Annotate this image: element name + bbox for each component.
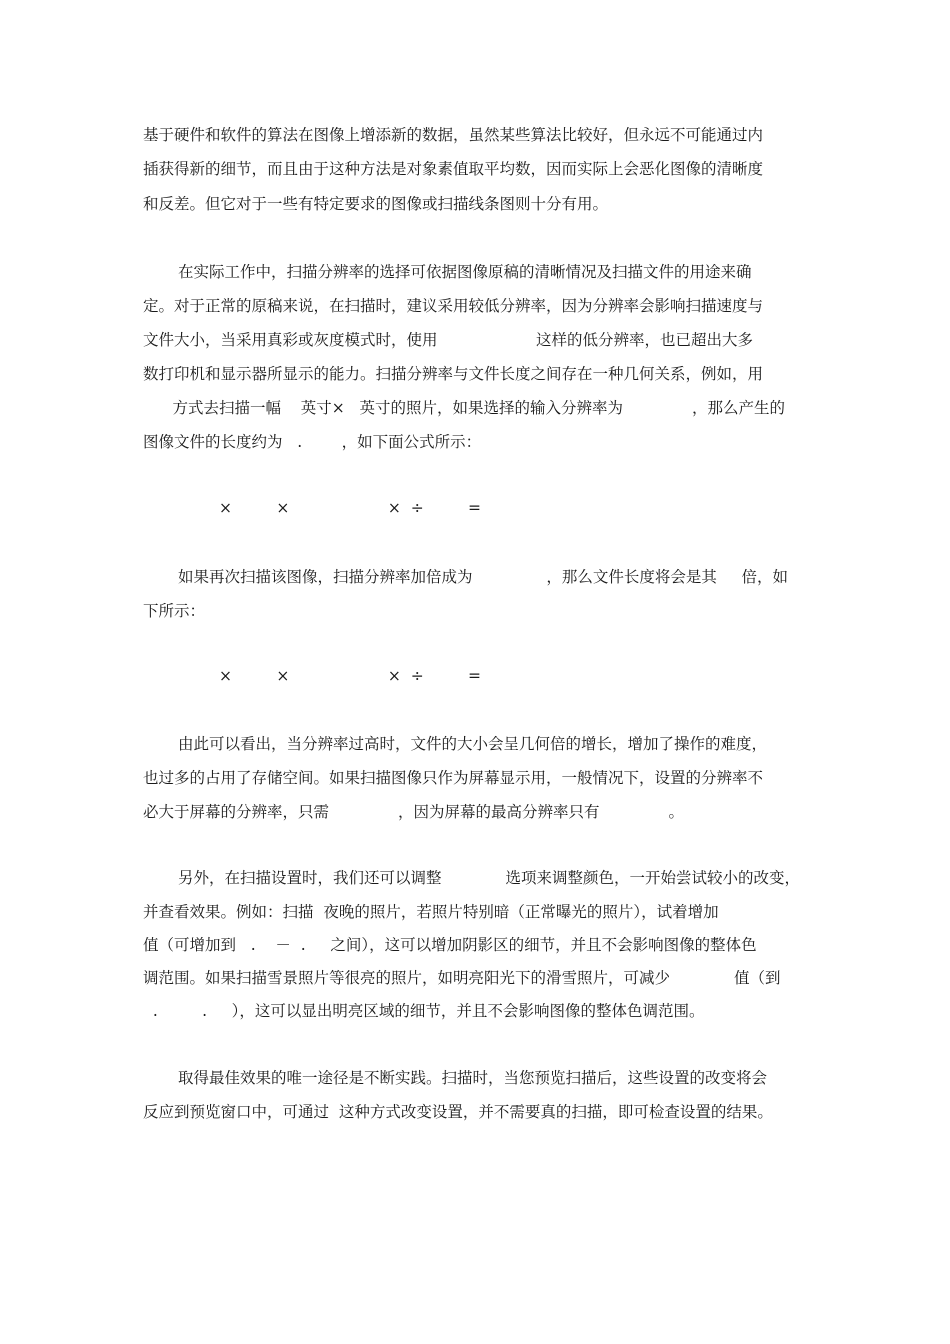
paragraph-5-line-1: 另外，在扫描设置时，我们还可以调整 选项来调整颜色，一开始尝试较小的改变， <box>178 869 801 887</box>
formula-1: × × × ÷ = <box>219 499 482 517</box>
paragraph-5-line-5: . . ），这可以显出明亮区域的细节，并且不会影响图像的整体色调范围。 <box>143 1002 705 1020</box>
paragraph-2-line-6: 图像文件的长度约为 . ，如下面公式所示： <box>143 433 482 451</box>
paragraph-3-line-1: 如果再次扫描该图像，扫描分辨率加倍成为 ，那么文件长度将会是其 倍，如 <box>178 568 789 586</box>
formula-2: × × × ÷ = <box>219 667 482 685</box>
paragraph-1-line-3: 和反差。但它对于一些有特定要求的图像或扫描线条图则十分有用。 <box>143 195 609 213</box>
paragraph-5-line-4: 调范围。如果扫描雪景照片等很亮的照片，如明亮阳光下的滑雪照片，可减少 值（到 <box>143 969 781 987</box>
paragraph-1-line-2: 插获得新的细节，而且由于这种方法是对象素值取平均数，因而实际上会恶化图像的清晰度 <box>143 160 764 178</box>
paragraph-4-line-2: 也过多的占用了存储空间。如果扫描图像只作为屏幕显示用，一般情况下，设置的分辨率不 <box>143 769 764 787</box>
paragraph-2-line-3: 文件大小，当采用真彩或灰度模式时，使用 这样的低分辨率，也已超出大多 <box>143 331 754 349</box>
paragraph-2-line-4: 数打印机和显示器所显示的能力。扫描分辨率与文件长度之间存在一种几何关系，例如，用 <box>143 365 764 383</box>
paragraph-6-line-2: 反应到预览窗口中，可通过 这种方式改变设置，并不需要真的扫描，即可检查设置的结果。 <box>143 1103 773 1121</box>
paragraph-2-line-5: 方式去扫描一幅 英寸× 英寸的照片，如果选择的输入分辨率为 ，那么产生的 <box>143 399 786 417</box>
paragraph-3-line-2: 下所示： <box>143 602 206 620</box>
paragraph-4-line-3: 必大于屏幕的分辨率，只需 ，因为屏幕的最高分辨率只有 。 <box>143 803 684 821</box>
paragraph-2-line-1: 在实际工作中，扫描分辨率的选择可依据图像原稿的清晰情况及扫描文件的用途来确 <box>178 263 752 281</box>
paragraph-1-line-1: 基于硬件和软件的算法在图像上增添新的数据，虽然某些算法比较好，但永远不可能通过内 <box>143 126 764 144</box>
paragraph-6-line-1: 取得最佳效果的唯一途径是不断实践。扫描时，当您预览扫描后，这些设置的改变将会 <box>178 1069 768 1087</box>
paragraph-5-line-3: 值（可增加到 . － . 之间），这可以增加阴影区的细节，并且不会影响图像的整体色 <box>143 936 757 954</box>
paragraph-4-line-1: 由此可以看出，当分辨率过高时，文件的大小会呈几何倍的增长，增加了操作的难度， <box>178 735 768 753</box>
paragraph-2-line-2: 定。对于正常的原稿来说，在扫描时，建议采用较低分辨率，因为分辨率会影响扫描速度与 <box>143 297 764 315</box>
paragraph-5-line-2: 并查看效果。例如：扫描 夜晚的照片，若照片特别暗（正常曝光的照片），试着增加 <box>143 903 719 921</box>
